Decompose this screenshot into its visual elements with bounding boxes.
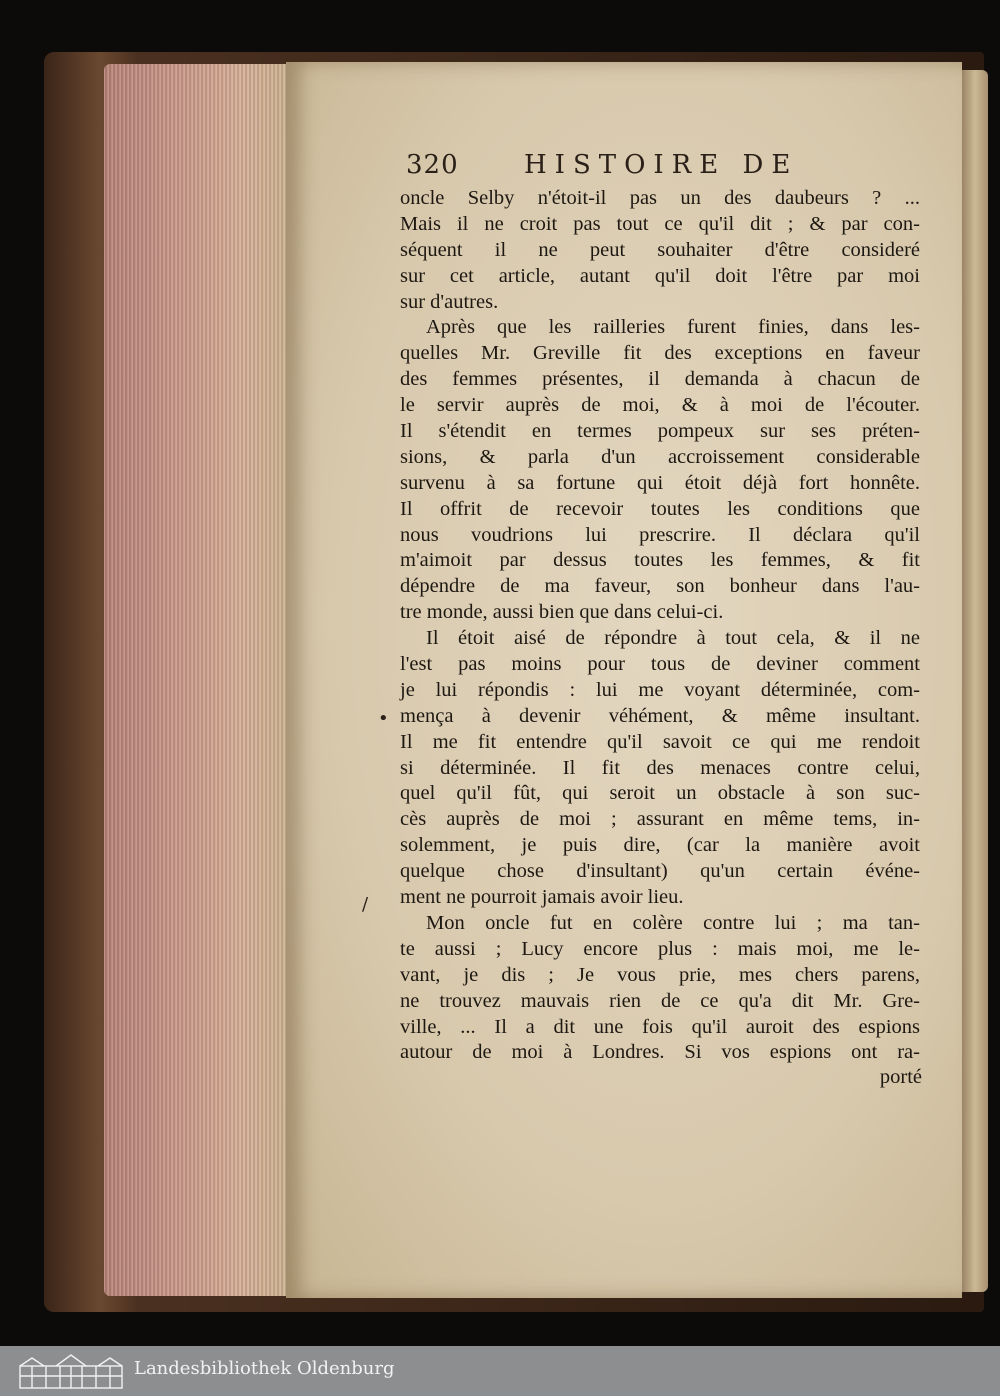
text-line: quel qu'il fût, qui seroit un obstacle à son suc- xyxy=(400,782,920,805)
text-line: Mais il ne croit pas tout ce qu'il dit ; & par con- xyxy=(400,212,920,235)
text-line: ne trouvez mauvais rien de ce qu'a dit Mr. Gre- xyxy=(400,989,920,1012)
margin-mark: • xyxy=(378,708,389,729)
text-line: quelque chose d'insultant) qu'un certain événe- xyxy=(400,860,920,883)
body-text xyxy=(400,186,920,1066)
text-line: dépendre de ma faveur, son bonheur dans l'au- xyxy=(400,575,920,598)
text-line: sur cet article, autant qu'il doit l'être par moi xyxy=(400,264,920,287)
library-building-icon xyxy=(16,1352,126,1390)
text-line: cès auprès de moi ; assurant en même tems, in- xyxy=(400,808,920,831)
footer-bar xyxy=(0,1346,1000,1396)
page-edges xyxy=(104,64,289,1296)
text-line: si déterminée. Il fit des menaces contre celui, xyxy=(400,756,920,779)
text-line: je lui répondis : lui me voyant déterminée, com- xyxy=(400,678,920,701)
text-line: vant, je dis ; Je vous prie, mes chers parens, xyxy=(400,963,920,986)
text-line: Après que les railleries furent finies, dans les- xyxy=(426,316,920,339)
text-line: Il étoit aisé de répondre à tout cela, & il ne xyxy=(426,627,920,650)
text-line: te aussi ; Lucy encore plus : mais moi, me le- xyxy=(400,937,920,960)
text-line: survenu à sa fortune qui étoit déjà fort honnête. xyxy=(400,471,920,494)
text-line: sur d'autres. xyxy=(400,290,499,313)
page-number: 320 xyxy=(406,150,459,180)
text-line: ment ne pourroit jamais avoir lieu. xyxy=(400,886,684,909)
margin-mark: / xyxy=(362,894,369,915)
running-title: HISTOIRE DE xyxy=(524,150,799,180)
text-line: Il offrit de recevoir toutes les conditions que xyxy=(400,497,920,520)
library-name: Landesbibliothek Oldenburg xyxy=(134,1358,395,1379)
text-line: ville, ... Il a dit une fois qu'il auroit des espions xyxy=(400,1015,920,1038)
text-line: solemment, je puis dire, (car la manière avoit xyxy=(400,834,920,857)
text-line: autour de moi à Londres. Si vos espions ont ra- xyxy=(400,1041,920,1064)
facing-page-edge xyxy=(962,70,988,1292)
text-line: quelles Mr. Greville fit des exceptions en faveur xyxy=(400,342,920,365)
text-line: des femmes présentes, il demanda à chacun de xyxy=(400,368,920,391)
text-line: Mon oncle fut en colère contre lui ; ma tan- xyxy=(426,911,920,934)
text-line: Il s'étendit en termes pompeux sur ses préten- xyxy=(400,420,920,443)
text-line: séquent il ne peut souhaiter d'être consideré xyxy=(400,238,920,261)
text-line: nous voudrions lui prescrire. Il déclara qu'il xyxy=(400,523,920,546)
text-line: le servir auprès de moi, & à moi de l'écouter. xyxy=(400,394,920,417)
text-line: sions, & parla d'un accroissement considerable xyxy=(400,445,920,468)
text-line: tre monde, aussi bien que dans celui-ci. xyxy=(400,601,724,624)
text-line: l'est pas moins pour tous de deviner comment xyxy=(400,653,920,676)
text-line: m'aimoit par dessus toutes les femmes, & fit xyxy=(400,549,920,572)
text-line: mença à devenir véhément, & même insultant. xyxy=(400,704,920,727)
page-header xyxy=(406,150,926,184)
catchword: porté xyxy=(879,1066,922,1088)
text-line: Il me fit entendre qu'il savoit ce qui me rendoit xyxy=(400,730,920,753)
text-line: oncle Selby n'étoit-il pas un des daubeurs ? ... xyxy=(400,187,920,209)
